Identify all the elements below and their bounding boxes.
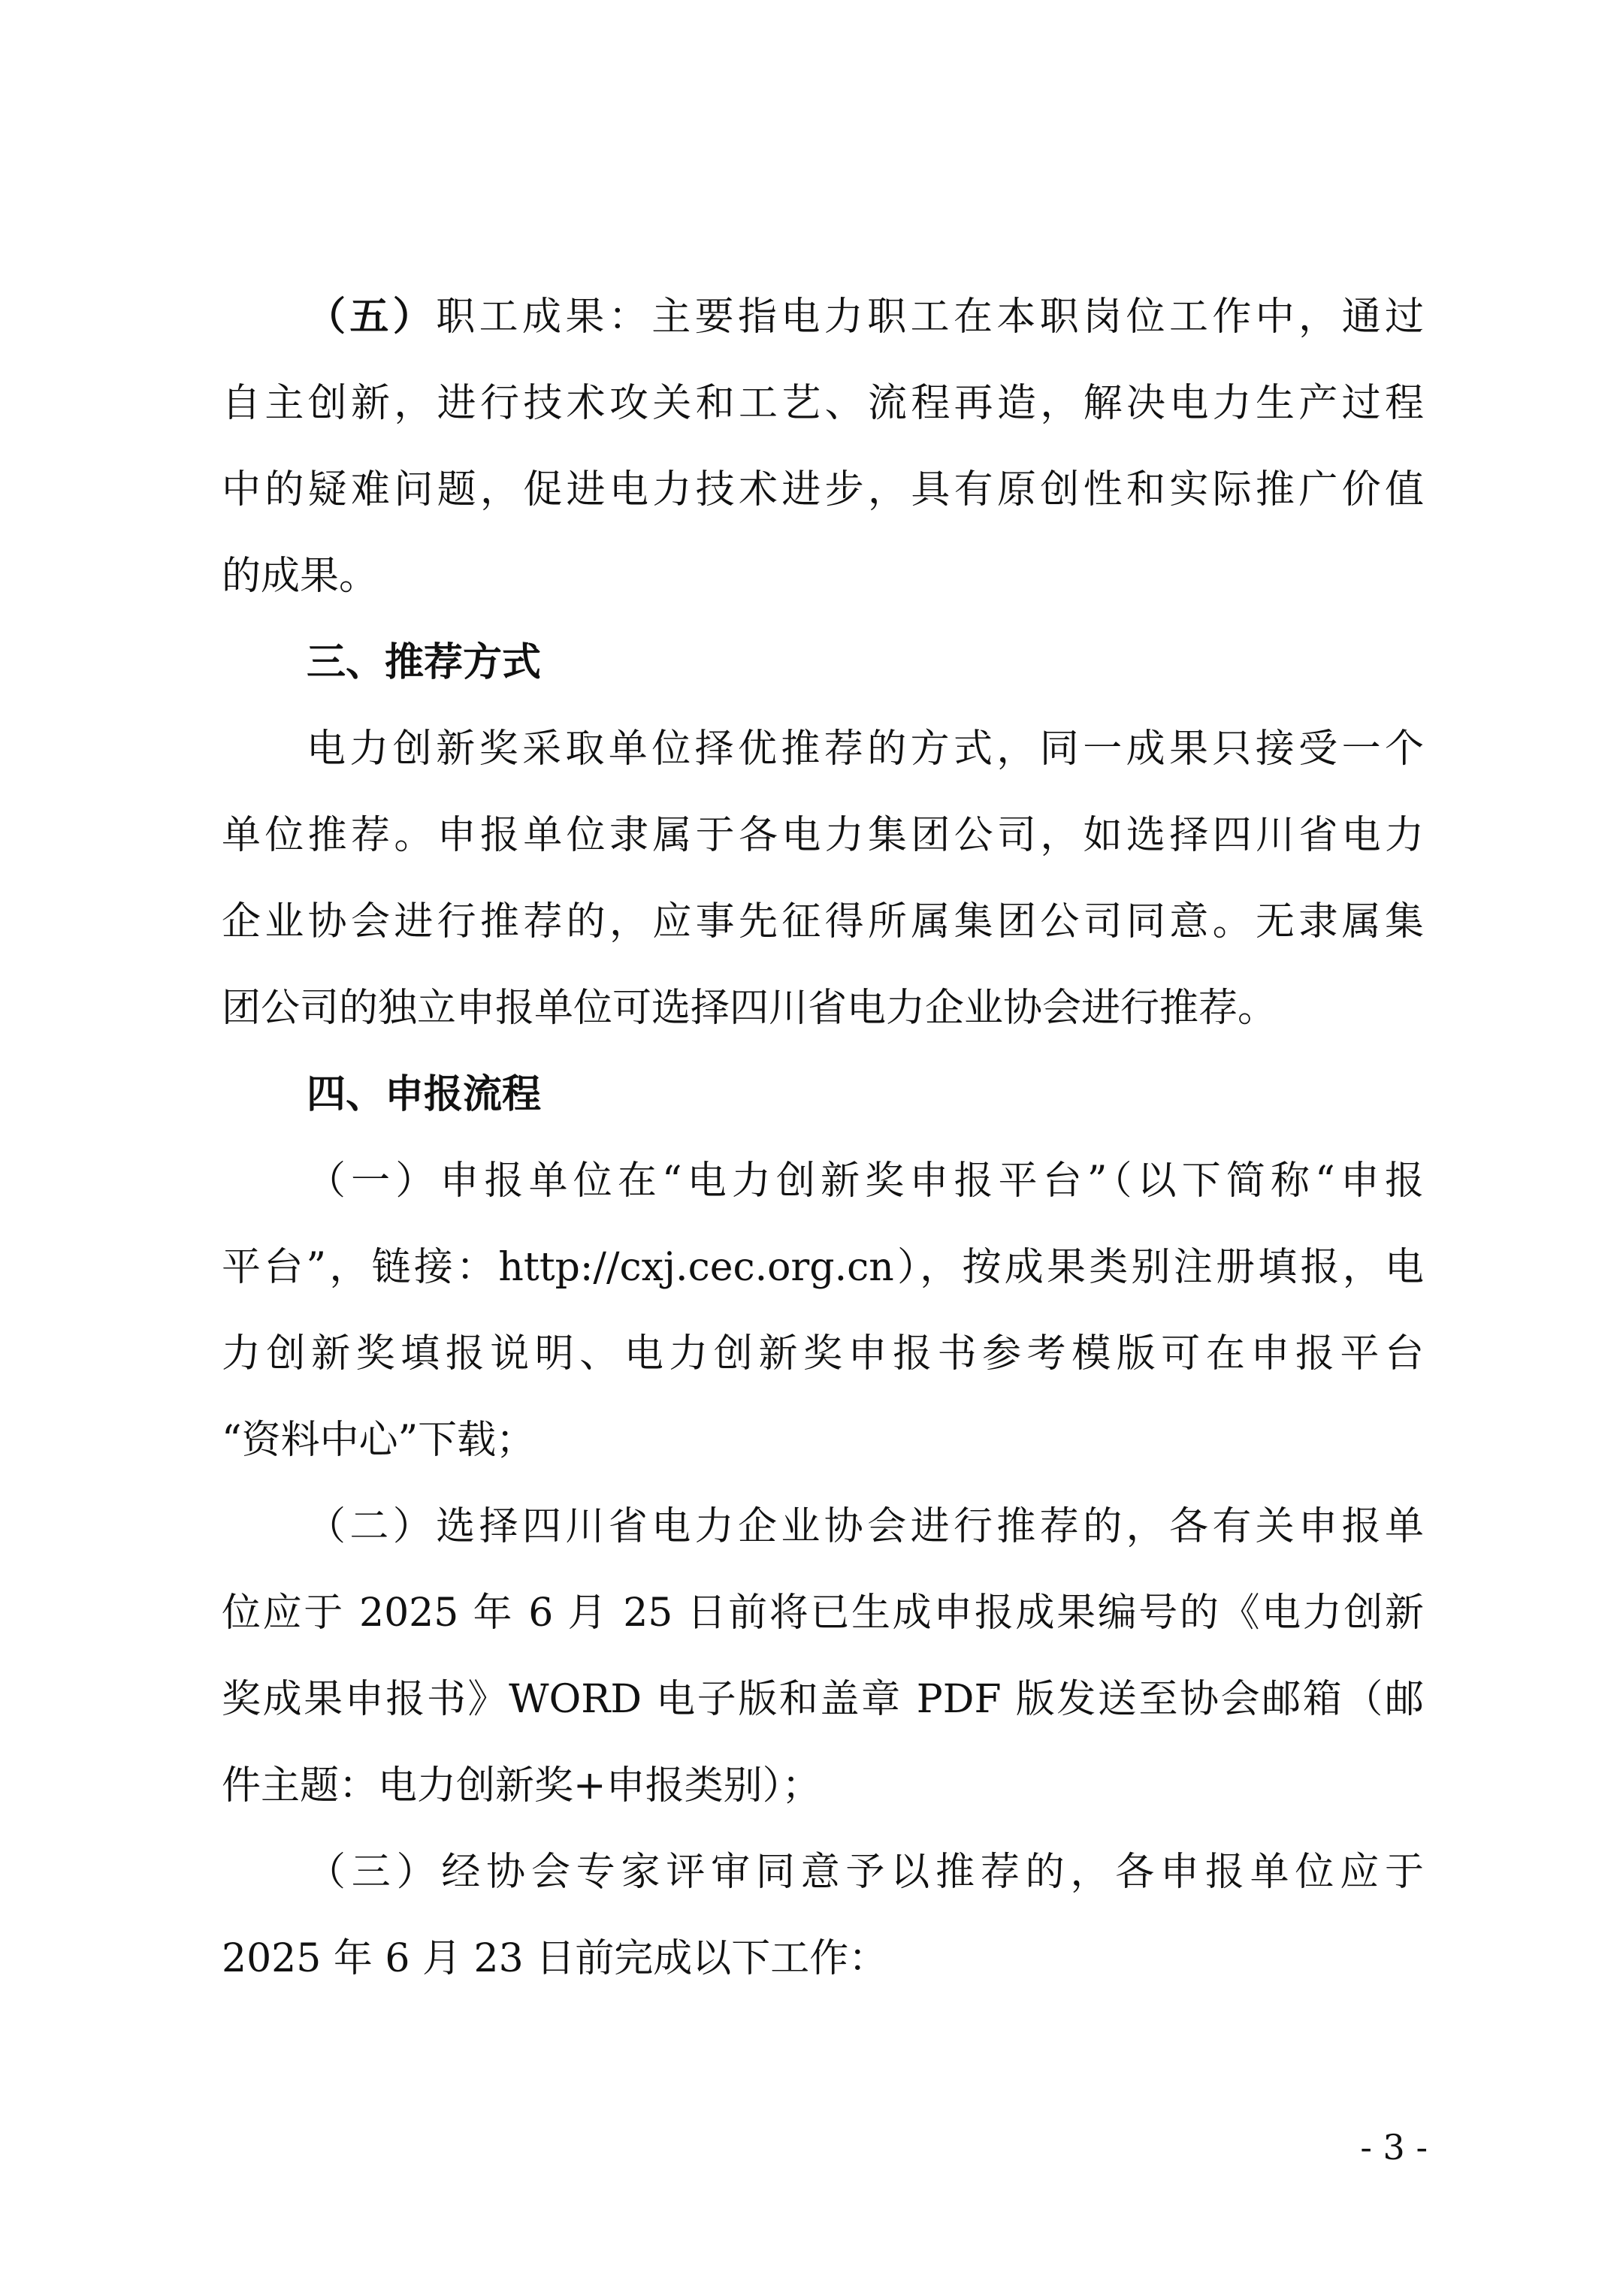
step2-line-4: 件主题：电力创新奖+申报类别）；	[222, 1763, 821, 1808]
step1-line-1: （一）申报单位在“电力创新奖申报平台”（以下简称“申报	[307, 1159, 1424, 1204]
step2-line-2: 位应于 2025 年 6 月 25 日前将已生成申报成果编号的《电力创新	[222, 1591, 1424, 1636]
heading-recommend-method: 三、推荐方式	[307, 640, 542, 685]
step1-line-3: 力创新奖填报说明、电力创新奖申报书参考模版可在申报平台	[222, 1331, 1424, 1376]
recommend-line-3: 企业协会进行推荐的，应事先征得所属集团公司同意。无隶属集	[222, 899, 1424, 944]
step3-line-2: 2025 年 6 月 23 日前完成以下工作：	[222, 1936, 888, 1981]
section5-line-1	[307, 289, 1424, 346]
page-number: - 3 -	[1360, 2127, 1428, 2168]
section5-line-2: 自主创新，进行技术攻关和工艺、流程再造，解决电力生产过程	[222, 381, 1424, 426]
section5-line-3: 中的疑难问题，促进电力技术进步，具有原创性和实际推广价值	[222, 467, 1424, 512]
heading-apply-process: 四、申报流程	[307, 1072, 542, 1117]
step3-line-1: （三）经协会专家评审同意予以推荐的，各申报单位应于	[307, 1850, 1424, 1895]
step2-line-1: （二）选择四川省电力企业协会进行推荐的，各有关申报单	[307, 1504, 1424, 1549]
recommend-line-1: 电力创新奖采取单位择优推荐的方式，同一成果只接受一个	[307, 727, 1424, 772]
section5-line-1-text: 职工成果：主要指电力职工在本职岗位工作中，通过	[436, 295, 1424, 340]
step1-line-4: “资料中心”下载；	[222, 1418, 536, 1463]
step1-line-2: 平台”，链接：http://cxj.cec.org.cn），按成果类别注册填报，电	[222, 1245, 1424, 1290]
section5-line-4: 的成果。	[222, 554, 379, 599]
section5-lead: （五）	[307, 294, 437, 340]
recommend-line-4: 团公司的独立申报单位可选择四川省电力企业协会进行推荐。	[222, 986, 1277, 1031]
step2-line-3: 奖成果申报书》WORD 电子版和盖章 PDF 版发送至协会邮箱（邮	[222, 1677, 1424, 1722]
recommend-line-2: 单位推荐。申报单位隶属于各电力集团公司，如选择四川省电力	[222, 813, 1424, 858]
